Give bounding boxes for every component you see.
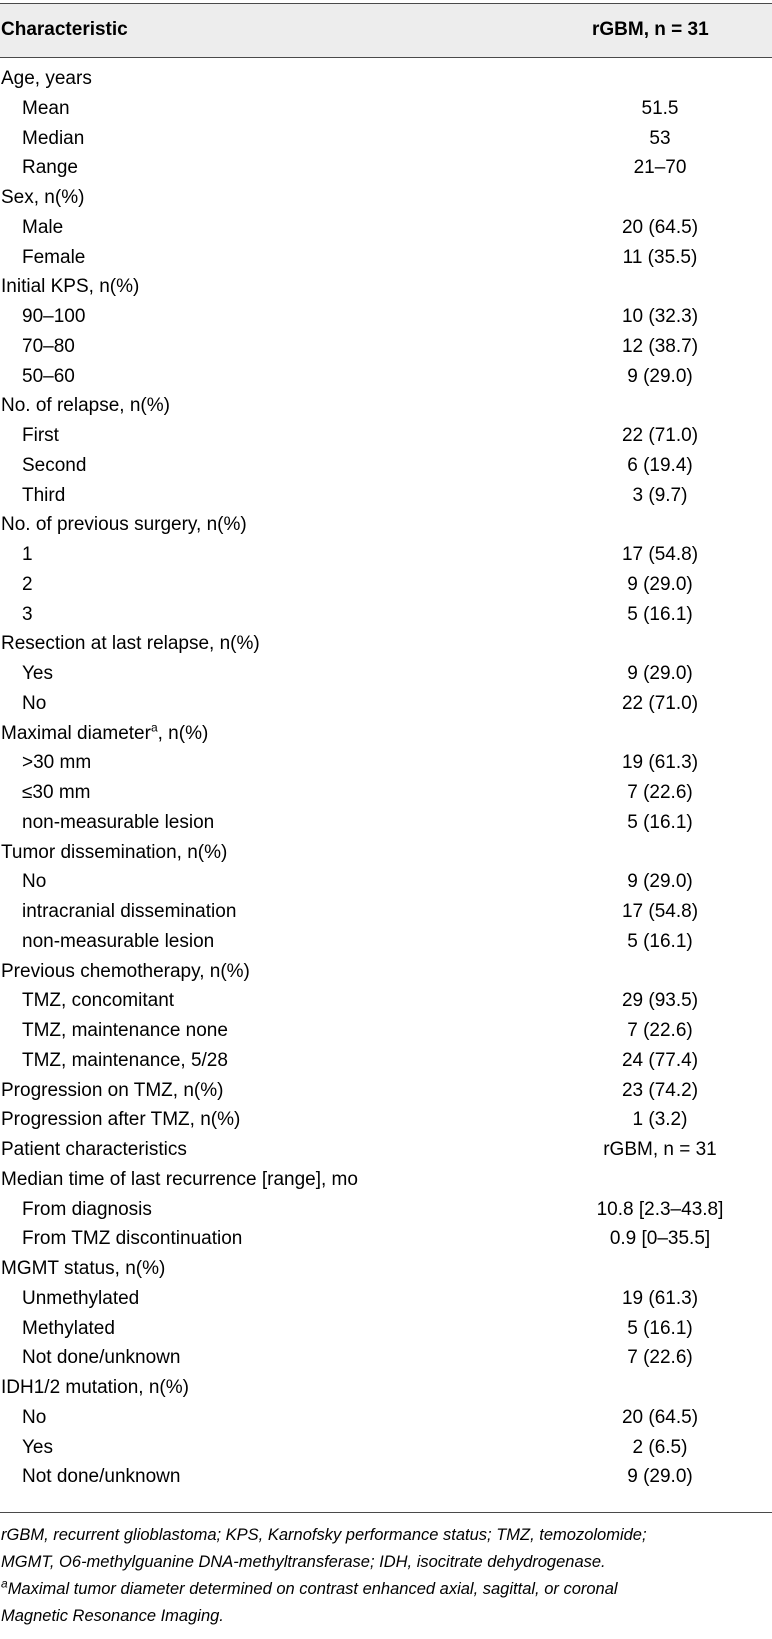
table-row — [0, 1433, 772, 1463]
row-value: 7 (22.6) — [627, 782, 693, 803]
row-label-text: Tumor dissemination, n(%) — [1, 841, 228, 863]
row-value: 53 — [649, 127, 671, 149]
row-label — [22, 1314, 115, 1344]
table-row — [0, 1046, 772, 1076]
row-label — [1, 64, 92, 94]
row-value: 9 (29.0) — [627, 573, 693, 595]
row-label-text: Patient characteristics — [1, 1139, 187, 1160]
row-label-text: Mean — [22, 97, 70, 119]
row-label-text: No — [22, 871, 47, 893]
row-value: rGBM, n = 31 — [603, 1139, 717, 1160]
table-row — [0, 808, 772, 838]
table-row — [0, 1343, 772, 1373]
table-row — [0, 1165, 772, 1195]
row-label-text: Not done/unknown — [22, 1347, 181, 1369]
row-label — [22, 689, 46, 719]
table-row — [0, 332, 772, 362]
row-label-text: Female — [22, 246, 86, 268]
table-body — [0, 64, 772, 1492]
footnote-marker: a — [150, 720, 158, 735]
table-row — [0, 867, 772, 897]
row-label — [22, 986, 174, 1016]
row-value: 5 (16.1) — [627, 603, 693, 625]
table-row — [0, 659, 772, 689]
table-row — [0, 1254, 772, 1284]
table-row — [0, 957, 772, 987]
row-value: 9 (29.0) — [627, 1466, 693, 1488]
row-label-suffix: , n(%) — [157, 722, 209, 744]
row-value: 12 (38.7) — [621, 335, 699, 357]
table-row — [0, 124, 772, 154]
row-label-text: No — [22, 1406, 47, 1428]
table-row — [0, 1016, 772, 1046]
row-label — [1, 719, 208, 749]
row-value: 7 (22.6) — [627, 1347, 693, 1369]
table-row — [0, 1135, 772, 1165]
row-value: 24 (77.4) — [621, 1049, 699, 1071]
row-label-text: 1 — [22, 544, 33, 565]
row-value: 19 (61.3) — [621, 752, 699, 774]
row-value: 5 (16.1) — [627, 930, 693, 952]
row-label — [22, 1224, 242, 1254]
row-label — [1, 838, 227, 868]
row-value: 10.8 [2.3–43.8] — [596, 1198, 724, 1220]
row-label-text: Unmethylated — [22, 1287, 140, 1309]
row-label — [22, 1343, 180, 1373]
row-label-text: TMZ, concomitant — [22, 990, 175, 1012]
table-row — [0, 778, 772, 808]
header-rule — [0, 57, 772, 58]
row-label — [22, 332, 75, 362]
table-row — [0, 272, 772, 302]
row-label-text: TMZ, maintenance, 5/28 — [22, 1049, 228, 1071]
row-label-text: 3 — [22, 603, 33, 625]
row-label-text: Median — [22, 127, 85, 149]
row-value: 5 (16.1) — [627, 1317, 693, 1339]
row-label-text: Yes — [22, 663, 53, 684]
row-label — [22, 1046, 228, 1076]
table-row — [0, 1373, 772, 1403]
row-value: 22 (71.0) — [621, 425, 699, 446]
row-label — [22, 570, 33, 600]
row-label — [1, 1076, 223, 1106]
footnote-a-line-1: Maximal tumor diameter determined on contrast enhanced axial, sagittal, or coronal — [7, 1580, 618, 1598]
row-value: 1 (3.2) — [632, 1109, 688, 1131]
row-label — [22, 1403, 46, 1433]
row-label-text: Resection at last relapse, n(%) — [1, 633, 260, 655]
abbreviations-line-1: rGBM, recurrent glioblastoma; KPS, Karnofsky performance status; TMZ, temozolomide; — [1, 1526, 647, 1544]
row-value: 17 (54.8) — [621, 544, 699, 565]
row-label — [22, 362, 75, 392]
row-label-text: No — [22, 692, 47, 714]
row-label-text: 90–100 — [22, 306, 86, 327]
table-row — [0, 362, 772, 392]
row-value: 51.5 — [641, 97, 679, 119]
table-row — [0, 510, 772, 540]
row-label-text: Maximal diameter — [1, 722, 151, 744]
row-label-text: Initial KPS, n(%) — [1, 276, 140, 298]
table-row — [0, 1403, 772, 1433]
row-label — [22, 1284, 139, 1314]
table-row — [0, 183, 772, 213]
row-label — [22, 1016, 228, 1046]
row-label — [22, 243, 85, 273]
row-label-text: Median time of last recurrence [range], mo — [1, 1168, 358, 1190]
table-row — [0, 451, 772, 481]
table-row — [0, 1105, 772, 1135]
row-label-text: Second — [22, 454, 87, 476]
table-row — [0, 1195, 772, 1225]
row-value: 23 (74.2) — [621, 1079, 699, 1101]
row-label — [22, 213, 63, 243]
table-row — [0, 94, 772, 124]
row-label-text: First — [22, 425, 59, 446]
row-label-text: Sex, n(%) — [1, 187, 85, 208]
row-label-text: From TMZ discontinuation — [22, 1228, 243, 1250]
table-footnotes — [1, 1522, 769, 1630]
row-label — [1, 1165, 358, 1195]
row-value: 20 (64.5) — [621, 1406, 699, 1428]
row-label-text: 50–60 — [22, 365, 75, 387]
row-value: 11 (35.5) — [622, 246, 698, 268]
row-label-text: Not done/unknown — [22, 1466, 181, 1488]
row-label — [1, 272, 139, 302]
table-row — [0, 927, 772, 957]
row-value: 9 (29.0) — [627, 663, 693, 684]
table-row — [0, 1224, 772, 1254]
row-label — [1, 183, 84, 213]
row-label — [22, 124, 84, 154]
row-value: 10 (32.3) — [621, 306, 699, 327]
row-label-text: No. of relapse, n(%) — [1, 395, 170, 417]
header-characteristic: Characteristic — [1, 19, 128, 40]
row-label — [1, 510, 247, 540]
table-row — [0, 719, 772, 749]
row-label-text: Range — [22, 157, 78, 179]
row-label — [22, 1195, 152, 1225]
row-label-text: Progression on TMZ, n(%) — [1, 1079, 224, 1101]
row-label — [22, 659, 53, 689]
row-label — [22, 778, 91, 808]
row-label-text: non-measurable lesion — [22, 811, 215, 833]
row-value: 9 (29.0) — [627, 365, 693, 387]
row-value: 20 (64.5) — [621, 216, 699, 238]
bottom-rule — [0, 1512, 772, 1513]
row-label — [22, 600, 33, 630]
table-row — [0, 1314, 772, 1344]
table-row — [0, 421, 772, 451]
table-row — [0, 213, 772, 243]
table-row — [0, 986, 772, 1016]
table-row — [0, 153, 772, 183]
row-label-text: Progression after TMZ, n(%) — [1, 1109, 241, 1131]
row-label — [1, 1373, 189, 1403]
table-row — [0, 689, 772, 719]
row-value: 2 (6.5) — [632, 1436, 688, 1458]
row-value: 6 (19.4) — [627, 454, 693, 476]
row-label-text: Methylated — [22, 1317, 115, 1339]
row-label-text: Age, years — [1, 68, 92, 89]
table-row — [0, 1462, 772, 1492]
row-value: 21–70 — [633, 157, 687, 179]
table-row — [0, 748, 772, 778]
row-label-text: From diagnosis — [22, 1198, 152, 1220]
row-label-text: non-measurable lesion — [22, 930, 215, 952]
row-label — [1, 629, 260, 659]
table-row — [0, 1076, 772, 1106]
table-row — [0, 391, 772, 421]
row-label — [22, 1433, 53, 1463]
row-value: 7 (22.6) — [627, 1020, 693, 1041]
top-rule — [0, 3, 772, 4]
row-value: 9 (29.0) — [627, 871, 693, 893]
row-label-text: >30 mm — [22, 752, 92, 774]
table-row — [0, 1284, 772, 1314]
table-row — [0, 838, 772, 868]
table-row — [0, 64, 772, 94]
row-label — [22, 421, 59, 451]
row-label — [22, 481, 65, 511]
table-row — [0, 897, 772, 927]
row-label-text: 70–80 — [22, 335, 75, 357]
table-row — [0, 243, 772, 273]
table-row — [0, 600, 772, 630]
row-label-text: 2 — [22, 573, 33, 595]
row-label-text: Male — [22, 216, 64, 238]
row-label-text: intracranial dissemination — [22, 901, 237, 922]
row-label-text: TMZ, maintenance none — [22, 1020, 228, 1041]
row-label — [22, 808, 214, 838]
footnote-a — [1, 1576, 769, 1603]
table-row — [0, 629, 772, 659]
header-value: rGBM, n = 31 — [592, 19, 709, 40]
table-row — [0, 570, 772, 600]
table-row — [0, 540, 772, 570]
footnote-marker: a — [1, 1576, 8, 1591]
footnote-a-line-2: Magnetic Resonance Imaging. — [1, 1607, 224, 1625]
row-label — [22, 153, 78, 183]
row-label — [22, 1462, 180, 1492]
row-label-text: Third — [22, 484, 66, 506]
row-label — [22, 867, 46, 897]
row-value: 22 (71.0) — [621, 692, 699, 714]
row-value: 0.9 [0–35.5] — [609, 1228, 711, 1250]
row-label-text: MGMT status, n(%) — [1, 1258, 166, 1279]
row-label — [22, 302, 85, 332]
row-label-text: No. of previous surgery, n(%) — [1, 514, 247, 536]
row-label — [1, 957, 250, 987]
row-label — [1, 1135, 187, 1165]
row-label — [1, 1254, 165, 1284]
row-value: 19 (61.3) — [621, 1287, 699, 1309]
row-value: 29 (93.5) — [621, 990, 699, 1012]
row-label-text: Yes — [22, 1436, 53, 1458]
row-label-text: Previous chemotherapy, n(%) — [1, 960, 250, 982]
row-label — [22, 94, 70, 124]
row-value: 17 (54.8) — [621, 901, 699, 922]
row-value: 3 (9.7) — [632, 484, 688, 506]
row-value: 5 (16.1) — [627, 811, 693, 833]
table-header — [0, 3, 772, 57]
row-label — [22, 748, 91, 778]
row-label — [1, 1105, 240, 1135]
row-label — [1, 391, 170, 421]
row-label — [22, 927, 214, 957]
table-row — [0, 481, 772, 511]
table-row — [0, 302, 772, 332]
abbreviations-line-2: MGMT, O6-methylguanine DNA-methyltransferase; IDH, isocitrate dehydrogenase. — [1, 1553, 606, 1571]
row-label — [22, 451, 86, 481]
row-label-text: ≤30 mm — [22, 782, 91, 803]
row-label — [22, 897, 236, 927]
row-label — [22, 540, 33, 570]
row-label-text: IDH1/2 mutation, n(%) — [1, 1377, 189, 1398]
